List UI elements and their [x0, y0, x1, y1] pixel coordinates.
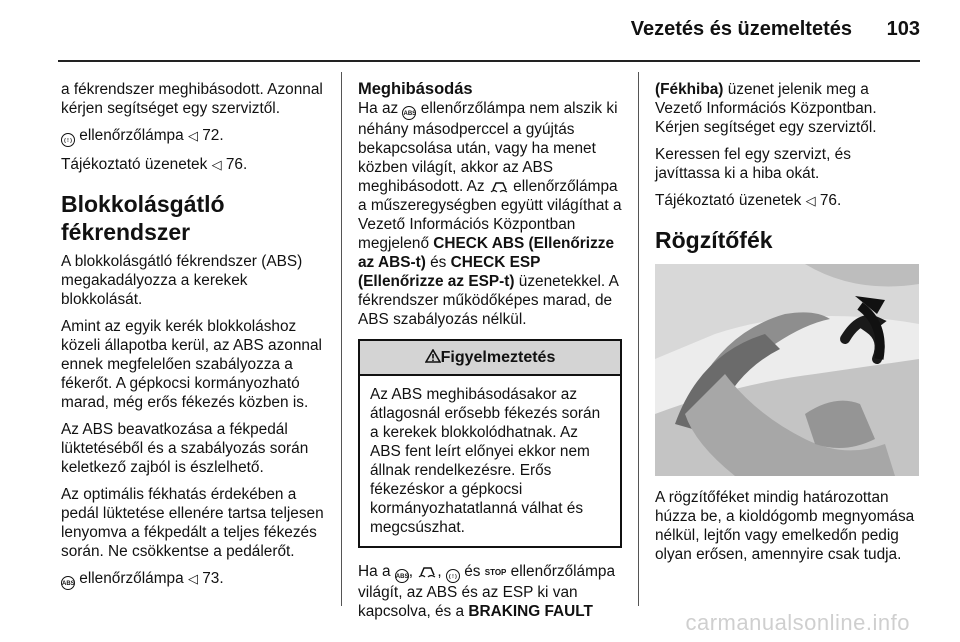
heading-abs: Blokkolásgátló fékrendszer	[61, 191, 225, 245]
warning-text: Az ABS meghibásodásakor az átlagosnál erősebb fékezés során a kerekek blokkolódhatnak. Az ABS fent leírt előnyei ekkor nem állnak rendelkezésre. Erős fékezéskor a gépkocsi kormányozhatatlanná válhat és megcsúszhat.	[370, 386, 601, 536]
paragraph: A rögzítőféket mindig határozottan húzza be, a kioldógomb megnyomása nélkül, lejtőn vagy emelkedőn pedig olyan erősen, amennyire csak tudja.	[655, 489, 915, 563]
page-number: 103	[886, 18, 920, 40]
page-ref-arrow-icon: ◁	[805, 193, 816, 208]
paragraph: Tájékoztató üzenetek ◁ 76.	[61, 156, 248, 173]
page-ref-arrow-icon: ◁	[187, 128, 198, 143]
paragraph: a fékrendszer meghibásodott. Azonnal kérjen segítséget egy szerviztől.	[61, 81, 323, 117]
heading-malfunction: Meghibásodás	[358, 80, 473, 98]
page-header	[0, 0, 960, 60]
stop-icon: STOP	[484, 568, 507, 577]
paragraph: Keressen fel egy szervizt, és javíttassa ki a hiba okát.	[655, 146, 851, 182]
parking-brake-illustration	[655, 264, 919, 476]
paragraph: Az optimális fékhatás érdekében a pedál lüktetése ellenére tartsa teljesen lenyomva a fékpedált a teljes fékezés során. Ne csökkentse a pedálerőt.	[61, 486, 324, 560]
paragraph: Ha a ABS, , ( ! ) és STOP ellenőrzőlámpa világít, az ABS és az ESP ki van kapcsolva, és a BRAKING FAULT	[358, 563, 616, 620]
brake-warning-icon: ( ! )	[446, 569, 460, 583]
watermark: carmanualsonline.info	[685, 610, 910, 635]
page-ref[interactable]: 76.	[221, 156, 248, 173]
warning-title: Figyelmeztetés	[440, 349, 556, 366]
page-ref[interactable]: 76.	[815, 192, 842, 209]
page-ref[interactable]: 73.	[197, 570, 224, 587]
paragraph: Tájékoztató üzenetek ◁ 76.	[655, 192, 842, 209]
paragraph: ABS ellenőrzőlámpa ◁ 73.	[61, 569, 325, 590]
abs-icon: ABS	[402, 106, 416, 120]
paragraph: Amint az egyik kerék blokkoláshoz közeli állapotba kerül, az ABS azonnal ennek megfelelően szabályozza a fékerőt. A gépkocsi kormányozható marad, még erős fékezés közben is.	[61, 318, 322, 411]
column-1	[61, 80, 325, 598]
abs-icon: ABS	[395, 569, 409, 583]
esp-skid-icon	[417, 564, 437, 578]
brake-warning-icon: ( ! )	[61, 133, 75, 147]
section-title: Vezetés és üzemeltetés	[630, 18, 852, 40]
warning-box	[358, 339, 622, 548]
header-rule	[58, 60, 920, 62]
column-divider	[638, 72, 639, 606]
parking-brake-photo	[655, 264, 919, 476]
column-2	[358, 80, 622, 629]
page-ref[interactable]: 72.	[197, 127, 224, 144]
esp-skid-icon	[489, 179, 509, 193]
column-divider	[341, 72, 342, 606]
warning-triangle-icon	[425, 349, 441, 363]
paragraph: ( ! ) ellenőrzőlámpa ◁ 72.	[61, 126, 325, 147]
warning-header	[360, 341, 620, 376]
paragraph: (Fékhiba) üzenet jelenik meg a Vezető Információs Központban. Kérjen segítséget egy szerviztől.	[655, 81, 877, 136]
column-3	[655, 80, 917, 572]
page-ref-arrow-icon: ◁	[187, 571, 198, 586]
abs-icon: ABS	[61, 576, 75, 590]
paragraph: Ha az ABS ellenőrzőlámpa nem alszik ki néhány másodperccel a gyújtás bekapcsolása után, vagy ha menet közben világít, akkor az ABS meghibásodott. Az ellenőrzőlámpa a műszeregységben együtt világíthat a Vezető Információs Központban megjelenő CHECK ABS (Ellenőrizze az ABS-t) és CHECK ESP (Ellenőrizze az ESP-t) üzenetekkel. A fékrendszer működőképes marad, de ABS szabályozás nélkül.	[358, 100, 622, 328]
page-ref-arrow-icon: ◁	[211, 157, 222, 172]
paragraph: Az ABS beavatkozása a fékpedál lüktetéséből és a szabályozás során keletkező zajból is észlelhető.	[61, 421, 309, 476]
heading-parking-brake: Rögzítőfék	[655, 227, 773, 253]
paragraph: A blokkolásgátló fékrendszer (ABS) megakadályozza a kerekek blokkolását.	[61, 253, 303, 308]
